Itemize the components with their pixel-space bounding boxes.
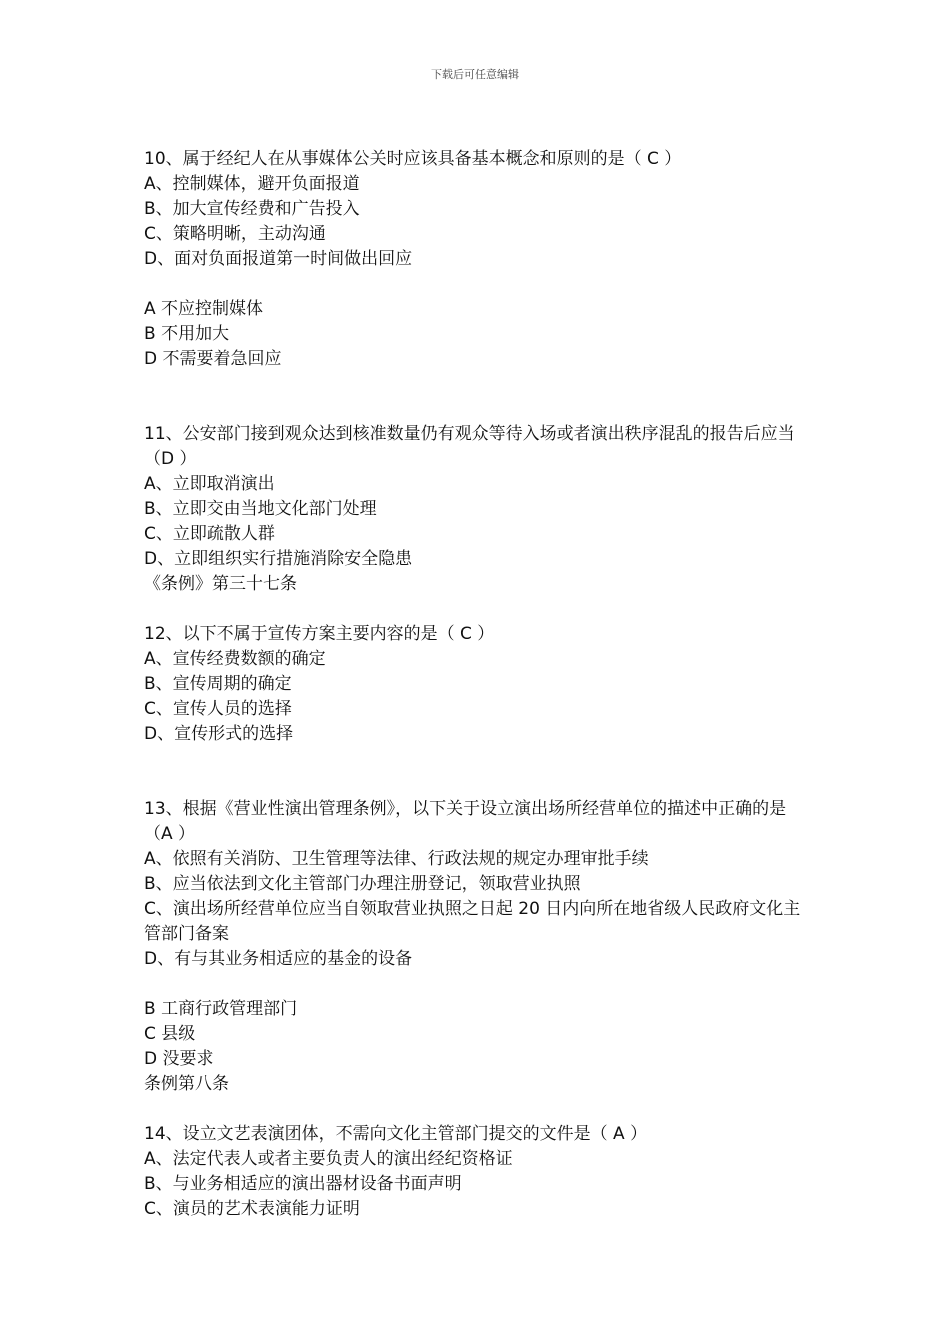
answer-note: D 没要求 [144,1049,214,1069]
option-c: C、立即疏散人群 [144,524,275,544]
answer-note: A 不应控制媒体 [144,299,264,319]
option-b: B、立即交由当地文化部门处理 [144,499,377,519]
question-11 [144,422,814,597]
document-body [144,147,814,1222]
answer-note: C 县级 [144,1024,196,1044]
answer-note: B 不用加大 [144,324,230,344]
spacer [144,372,814,422]
question-stem: 12、以下不属于宣传方案主要内容的是（ C ） [144,624,495,644]
question-13 [144,797,814,1097]
option-c: C、演员的艺术表演能力证明 [144,1199,360,1219]
question-stem: 11、公安部门接到观众达到核准数量仍有观众等待入场或者演出秩序混乱的报告后应当（D ） [144,424,795,469]
option-a: A、控制媒体，避开负面报道 [144,174,360,194]
option-a: A、依照有关消防、卫生管理等法律、行政法规的规定办理审批手续 [144,849,649,869]
spacer [144,272,814,297]
option-a: A、立即取消演出 [144,474,275,494]
option-b: B、与业务相适应的演出器材设备书面声明 [144,1174,462,1194]
option-d: D、立即组织实行措施消除安全隐患 [144,549,413,569]
answer-note: B 工商行政管理部门 [144,999,298,1019]
answer-note: 《条例》第三十七条 [144,574,297,594]
option-c: C、策略明晰，主动沟通 [144,224,326,244]
question-stem: 10、属于经纪人在从事媒体公关时应该具备基本概念和原则的是（ C ） [144,149,682,169]
option-c: C、演出场所经营单位应当自领取营业执照之日起 20 日内向所在地省级人民政府文化主管部门备案 [144,899,801,944]
page-header-note: 下载后可任意编辑 [431,68,519,81]
answer-note: 条例第八条 [144,1074,229,1094]
question-12 [144,622,814,747]
question-14 [144,1122,814,1222]
option-b: B、宣传周期的确定 [144,674,292,694]
question-stem: 14、设立文艺表演团体，不需向文化主管部门提交的文件是（ A ） [144,1124,648,1144]
question-10 [144,147,814,372]
spacer [144,972,814,997]
question-stem: 13、根据《营业性演出管理条例》，以下关于设立演出场所经营单位的描述中正确的是（A ） [144,799,787,844]
option-b: B、应当依法到文化主管部门办理注册登记，领取营业执照 [144,874,581,894]
option-a: A、法定代表人或者主要负责人的演出经纪资格证 [144,1149,513,1169]
answer-note: D 不需要着急回应 [144,349,282,369]
option-a: A、宣传经费数额的确定 [144,649,326,669]
spacer [144,1097,814,1122]
option-b: B、加大宣传经费和广告投入 [144,199,360,219]
spacer [144,597,814,622]
option-d: D、有与其业务相适应的基金的设备 [144,949,413,969]
spacer [144,747,814,797]
option-c: C、宣传人员的选择 [144,699,292,719]
option-d: D、宣传形式的选择 [144,724,294,744]
option-d: D、面对负面报道第一时间做出回应 [144,249,413,269]
